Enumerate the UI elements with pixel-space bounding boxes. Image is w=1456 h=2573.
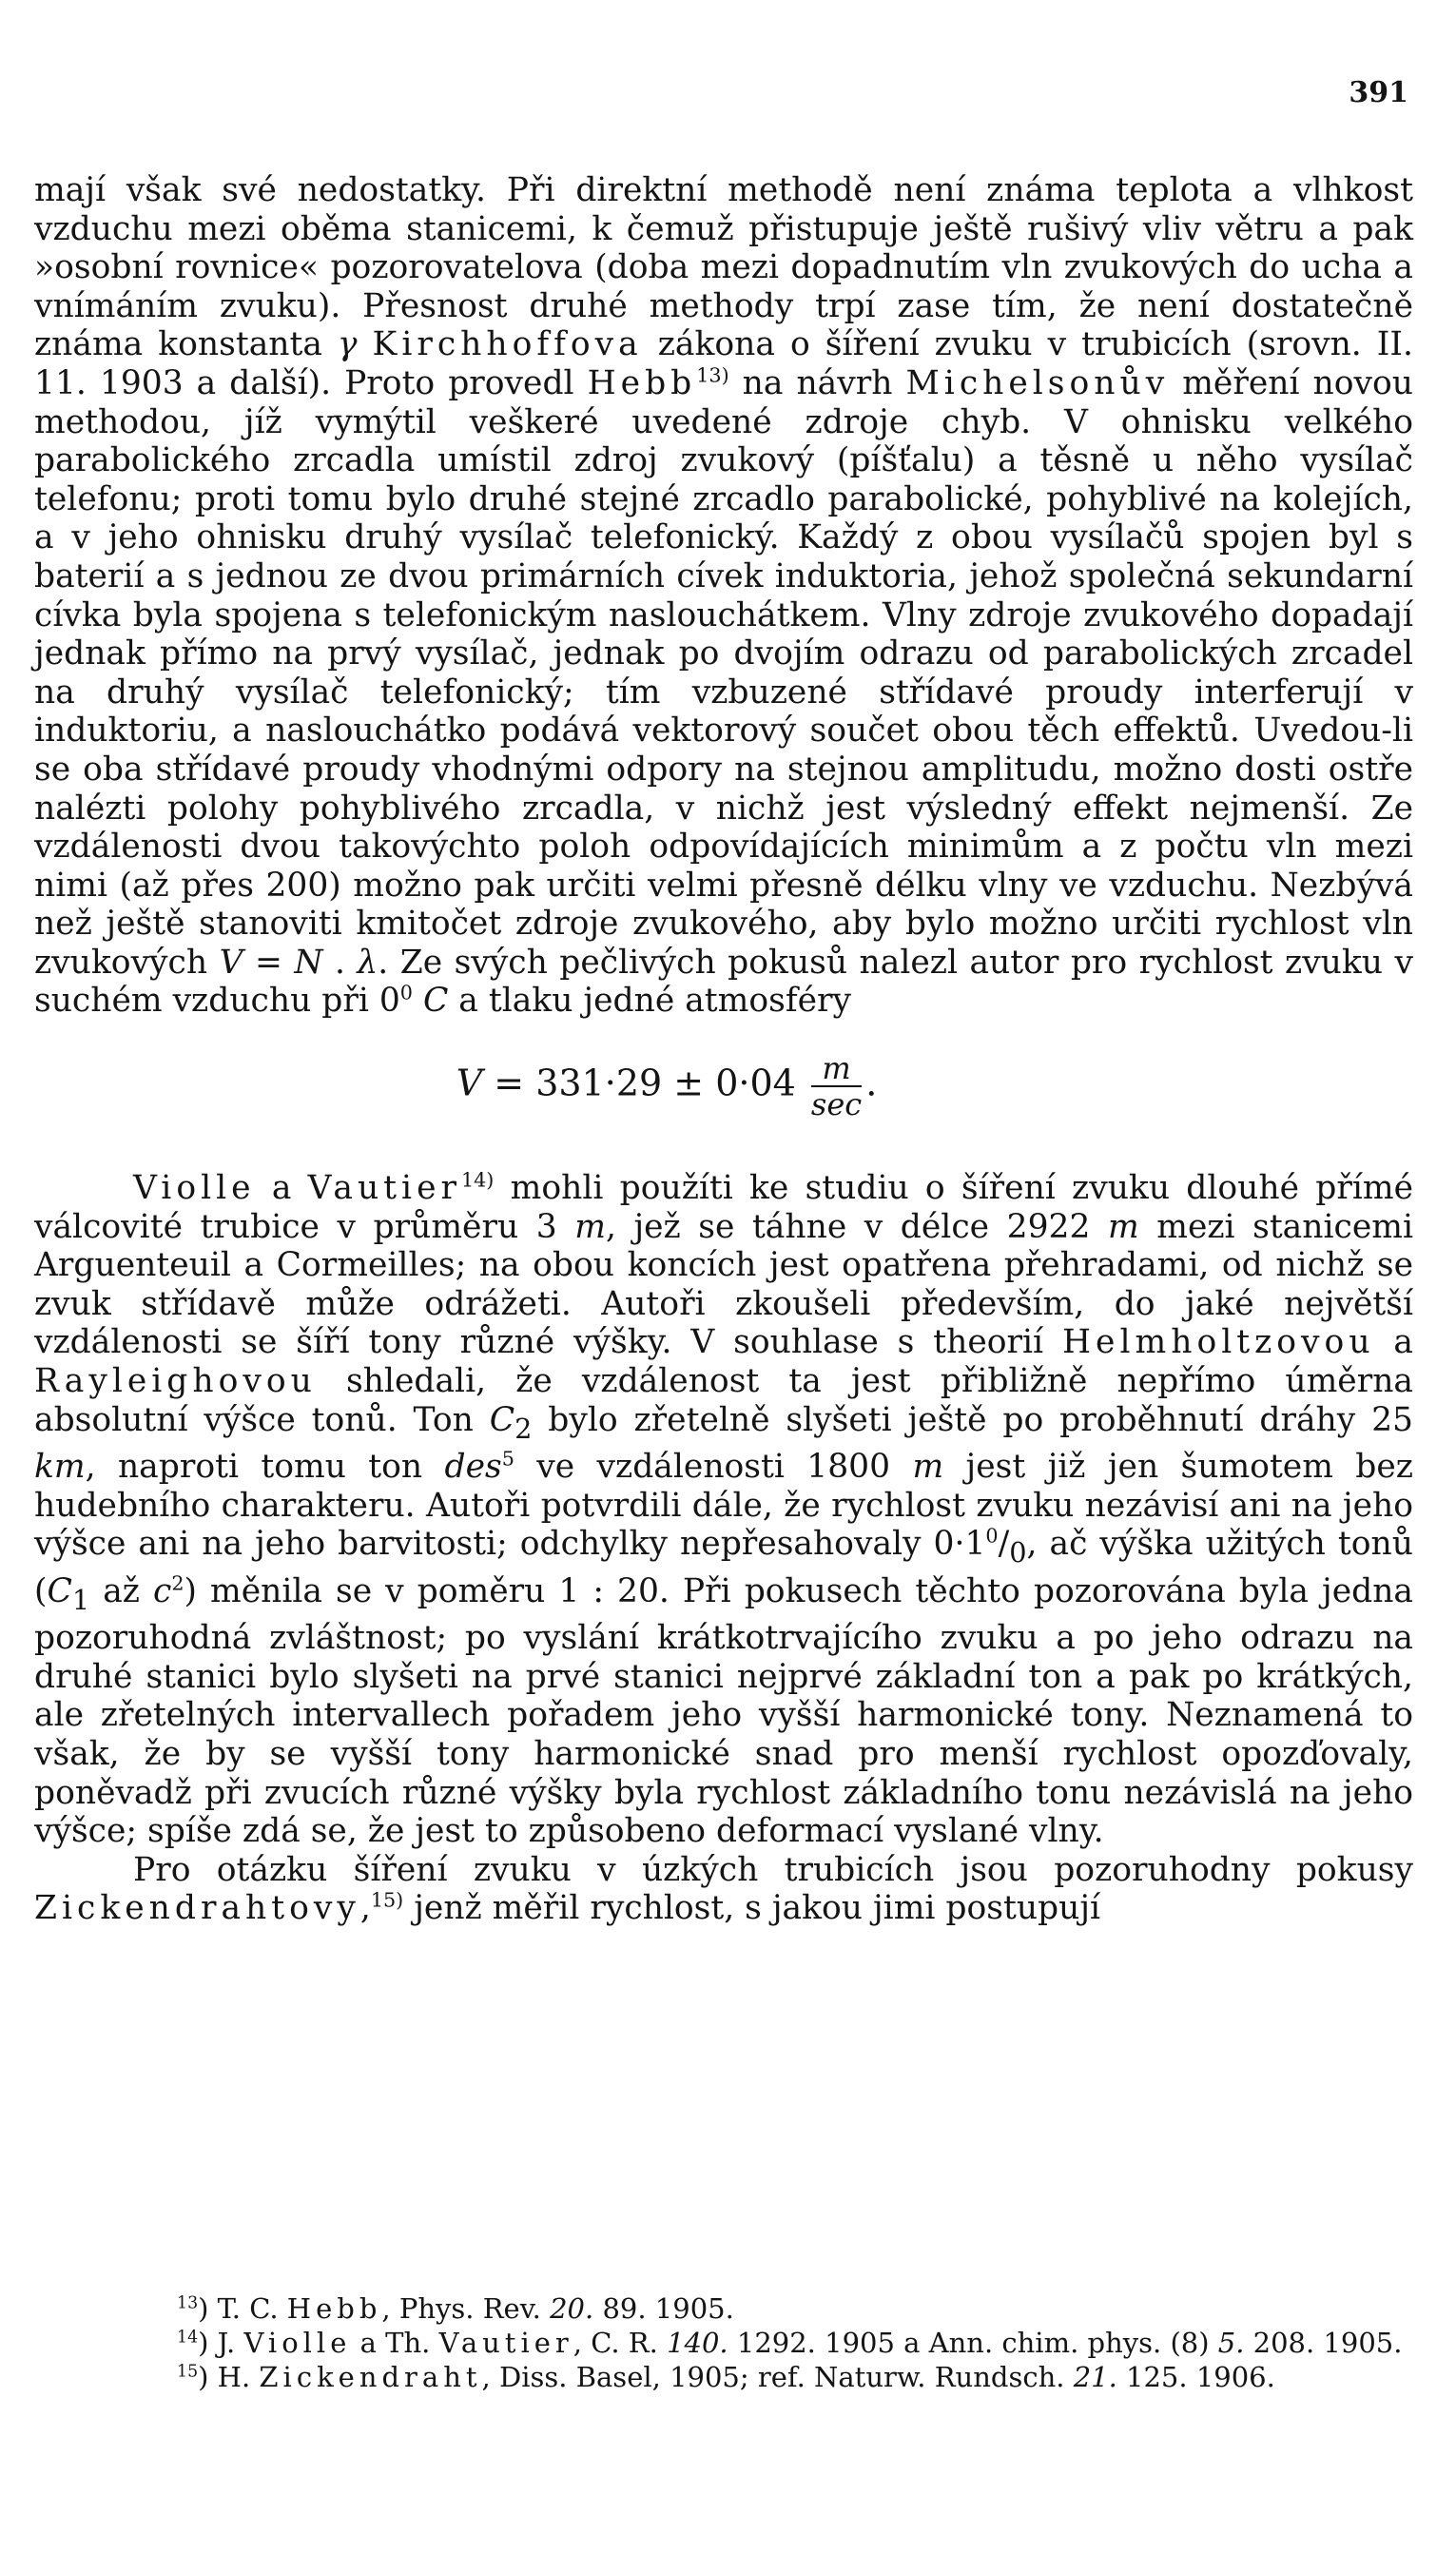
equation-equals: =	[494, 1062, 525, 1104]
text-run: ) H.	[198, 2361, 260, 2393]
text-run: jenž měřil rychlost, s jakou jimi postupují	[403, 1889, 1101, 1928]
equation	[34, 1050, 1413, 1123]
italic-run: C	[422, 982, 449, 1021]
text-run: měření novou methodou, jíž vymýtil veškeré uvedené zdroje chyb. V ohnisku velkého parabolického zrcadla umístil zdroj zvukový (píšťalu) a těsně u něho vysílač telefonu; proti tomu bylo druhé stejné zrcadlo parabolické, pohyblivé na kolejích, a v jeho ohnisku druhý vysílač telefonický. Každý z obou vysílačů spojen byl s baterií a s jednou ze dvou primárních cívek induktoria, jehož společná sekundarní cívka byla spojena s telefonickým naslouchátkem. Vlny zdroje zvukového dopadají jednak přímo na prvý vysílač, jednak po dvojím odrazu od parabolických zrcadel na druhý vysílač telefonický; tím vzbuzené střídavé proudy interferují v induktoriu, a naslouchátko podává vektorový součet obou těch effektů. Uvedou-li se oba střídavé proudy vhodnými odpory na stejnou amplitudu, možno dosti ostře nalézti polohy pohyblivého zrcadla, v nichž jest výsledný effekt nejmenší. Ze vzdálenosti dvou takovýchto poloh odpovídajících minimům a z počtu vln mezi nimi (až přes 200) možno pak určiti velmi přesně délku vlny ve vzduchu. Nezbývá než ještě stanoviti kmitočet zdroje zvukového, aby bylo možno určiti rychlost vln zvukových	[34, 363, 1413, 982]
spaced-name: Violle	[133, 1169, 256, 1208]
footnote	[34, 2292, 1413, 2325]
footnotes	[34, 2292, 1413, 2395]
italic-run: γ	[337, 325, 358, 364]
paragraph	[34, 1169, 1413, 1851]
text-run: 1292. 1905 a Ann. chim. phys. (8)	[728, 2327, 1218, 2359]
footnote	[34, 2327, 1413, 2359]
spaced-name: Hebb	[587, 363, 697, 402]
text-run: mohli použíti ke studiu o šíření zvuku dlouhé přímé válcovité trubice v průměru 3	[34, 1169, 1413, 1246]
italic-run: C	[47, 1571, 72, 1610]
equation-error: 0·04	[715, 1062, 796, 1104]
italic-run: m	[1107, 1207, 1139, 1246]
equation-unit-denominator: sec	[810, 1086, 863, 1123]
text-run: ) měnila se v poměru 1 : 20. Při pokusech těchto pozorována byla jedna pozoruhodná zvláštnost; po vyslání krátkotrvajícího zvuku a po jeho odrazu na druhé stanici bylo slyšeti na prvé stanici nejprvé základní ton a pak po krátkých, ale zřetelných intervallech pořadem jeho vyšší harmonické tony. Neznamená to však, že by se vyšší tony harmonické snad pro menší rychlost opozďovaly, poněvadž při zvucích různé výšky byla rychlost základního tonu nezávislá na jeho výšce; spíše zdá se, že jest to způsobeno deformací vyslané vlny.	[34, 1571, 1413, 1851]
spaced-name: Vautier	[307, 1169, 461, 1208]
spaced-name: Hebb	[286, 2292, 382, 2325]
subscript: 0	[1009, 1536, 1027, 1569]
text-run: 208. 1905.	[1244, 2327, 1403, 2359]
italic-run: 140.	[667, 2327, 728, 2359]
text-run: jest již jen šumotem bez hudebního charakteru. Autoři potvrdili dále, že rychlost zvuku nezávisí ani na jeho výšce ani na jeho barvitosti; odchylky nepřesahovaly 0·1	[34, 1448, 1413, 1564]
text-run: , Phys. Rev.	[381, 2292, 551, 2325]
italic-run: 20.	[550, 2292, 594, 2325]
page-number: 391	[1349, 76, 1408, 109]
equation-end: .	[865, 1062, 878, 1104]
text-run: bylo zřetelně slyšeti ještě po proběhnutí dráhy 25	[532, 1400, 1414, 1439]
spaced-name: Rayleighovou	[34, 1362, 317, 1401]
italic-run: des	[444, 1448, 502, 1487]
spaced-name: Vautier	[438, 2327, 573, 2359]
subscript: 2	[514, 1412, 533, 1445]
spaced-name: Zickendrahtovy	[34, 1889, 360, 1928]
spaced-name: Violle	[243, 2327, 352, 2359]
equation-unit-fraction	[810, 1050, 863, 1123]
text-run: a Th.	[351, 2327, 439, 2359]
superscript: 13)	[696, 363, 729, 387]
equation-value: 331·29	[535, 1062, 663, 1104]
subscript: 1	[71, 1583, 90, 1616]
text-run: až	[89, 1571, 153, 1610]
text-run: mají však své nedostatky. Při direktní methodě není známa teplota a vlhkost vzduchu mezi oběma stanicemi, k čemuž přistupuje ještě rušivý vliv větru a pak »osobní rovnice« pozorovatelova (doba mezi dopadnutím vln zvukových do ucha a vnímáním zvuku). Přesnost druhé methody trpí zase tím, že není dostatečně známa konstanta	[34, 171, 1413, 364]
text-run: ) J.	[198, 2327, 244, 2359]
italic-run: c	[152, 1571, 172, 1610]
italic-run: λ	[357, 943, 379, 982]
superscript: 15)	[370, 1888, 404, 1912]
superscript: 13	[177, 2293, 199, 2313]
paragraph	[34, 171, 1413, 1021]
text-run: , naproti tomu ton	[85, 1448, 445, 1487]
superscript: 14	[177, 2328, 199, 2348]
spaced-name: Michelsonův	[905, 363, 1170, 402]
spaced-name: Helmholtzovou	[1061, 1323, 1375, 1362]
italic-run: m	[912, 1448, 944, 1487]
superscript: 14)	[460, 1168, 495, 1192]
italic-run: C	[489, 1400, 515, 1439]
equation-plus-minus: ±	[673, 1062, 705, 1104]
text-run	[413, 982, 423, 1020]
text-run: . Ze svých pečlivých pokusů nalezl autor pro rychlost zvuku v suchém vzduchu při 0	[34, 943, 1413, 1021]
text-run: Pro otázku šíření zvuku v úzkých trubicích jsou pozoruhodny pokusy	[133, 1850, 1413, 1889]
text-run: ,	[359, 1889, 371, 1928]
body-text	[34, 171, 1413, 1928]
text-run: ve vzdálenosti 1800	[514, 1448, 913, 1487]
text-run: , C. R.	[573, 2327, 668, 2359]
text-run: mezi stanicemi Arguenteuil a Cormeilles; na obou koncích jest opatřena přehradami, od nichž se zvuk střídavě může odrážeti. Autoři zkoušeli především, do jaké největší vzdálenosti se šíří tony různé výšky. V souhlase s theorií	[34, 1207, 1413, 1362]
text-run: , ač výška užitých tonů (	[34, 1525, 1413, 1610]
text-run: zákona o šíření zvuku v trubicích (srovn. II. 11. 1903 a další). Proto provedl	[34, 325, 1413, 402]
text-run: ) T. C.	[198, 2292, 287, 2325]
text-run: .	[322, 943, 358, 982]
italic-run: 5.	[1217, 2327, 1245, 2359]
text-run: =	[243, 943, 295, 982]
superscript: 0	[399, 981, 413, 1004]
text-run: /	[998, 1525, 1010, 1564]
spaced-name: Zickendraht	[259, 2361, 482, 2393]
text-run: a tlaku jedné atmosféry	[448, 982, 851, 1021]
footnote	[34, 2361, 1413, 2393]
equation-lhs: V	[456, 1062, 483, 1104]
equation-unit-numerator: m	[811, 1053, 862, 1087]
text-run: 89. 1905.	[593, 2292, 734, 2325]
italic-run: m	[574, 1207, 606, 1246]
italic-run: km	[34, 1448, 86, 1487]
text-run: , jež se táhne v délce 2922	[605, 1207, 1108, 1246]
paragraph	[34, 1851, 1413, 1928]
text-run: 125. 1906.	[1116, 2361, 1275, 2393]
superscript: 2	[171, 1571, 184, 1595]
text-run: , Diss. Basel, 1905; ref. Naturw. Rundsch.	[481, 2361, 1074, 2393]
superscript: 15	[177, 2362, 199, 2382]
text-run: a	[255, 1169, 308, 1208]
superscript: 5	[501, 1447, 514, 1471]
spaced-name: Kirchhoffova	[372, 325, 643, 364]
italic-run: V	[219, 943, 243, 982]
superscript: 0	[985, 1524, 999, 1548]
text-run: na návrh	[728, 363, 906, 402]
text-run: shledali, že vzdálenost ta jest přibližně nepřímo úměrna absolutní výšce tonů. Ton	[34, 1362, 1413, 1439]
text-run: a	[1374, 1323, 1413, 1362]
italic-run: N	[294, 943, 323, 982]
italic-run: 21.	[1073, 2361, 1117, 2393]
text-run	[358, 325, 373, 363]
